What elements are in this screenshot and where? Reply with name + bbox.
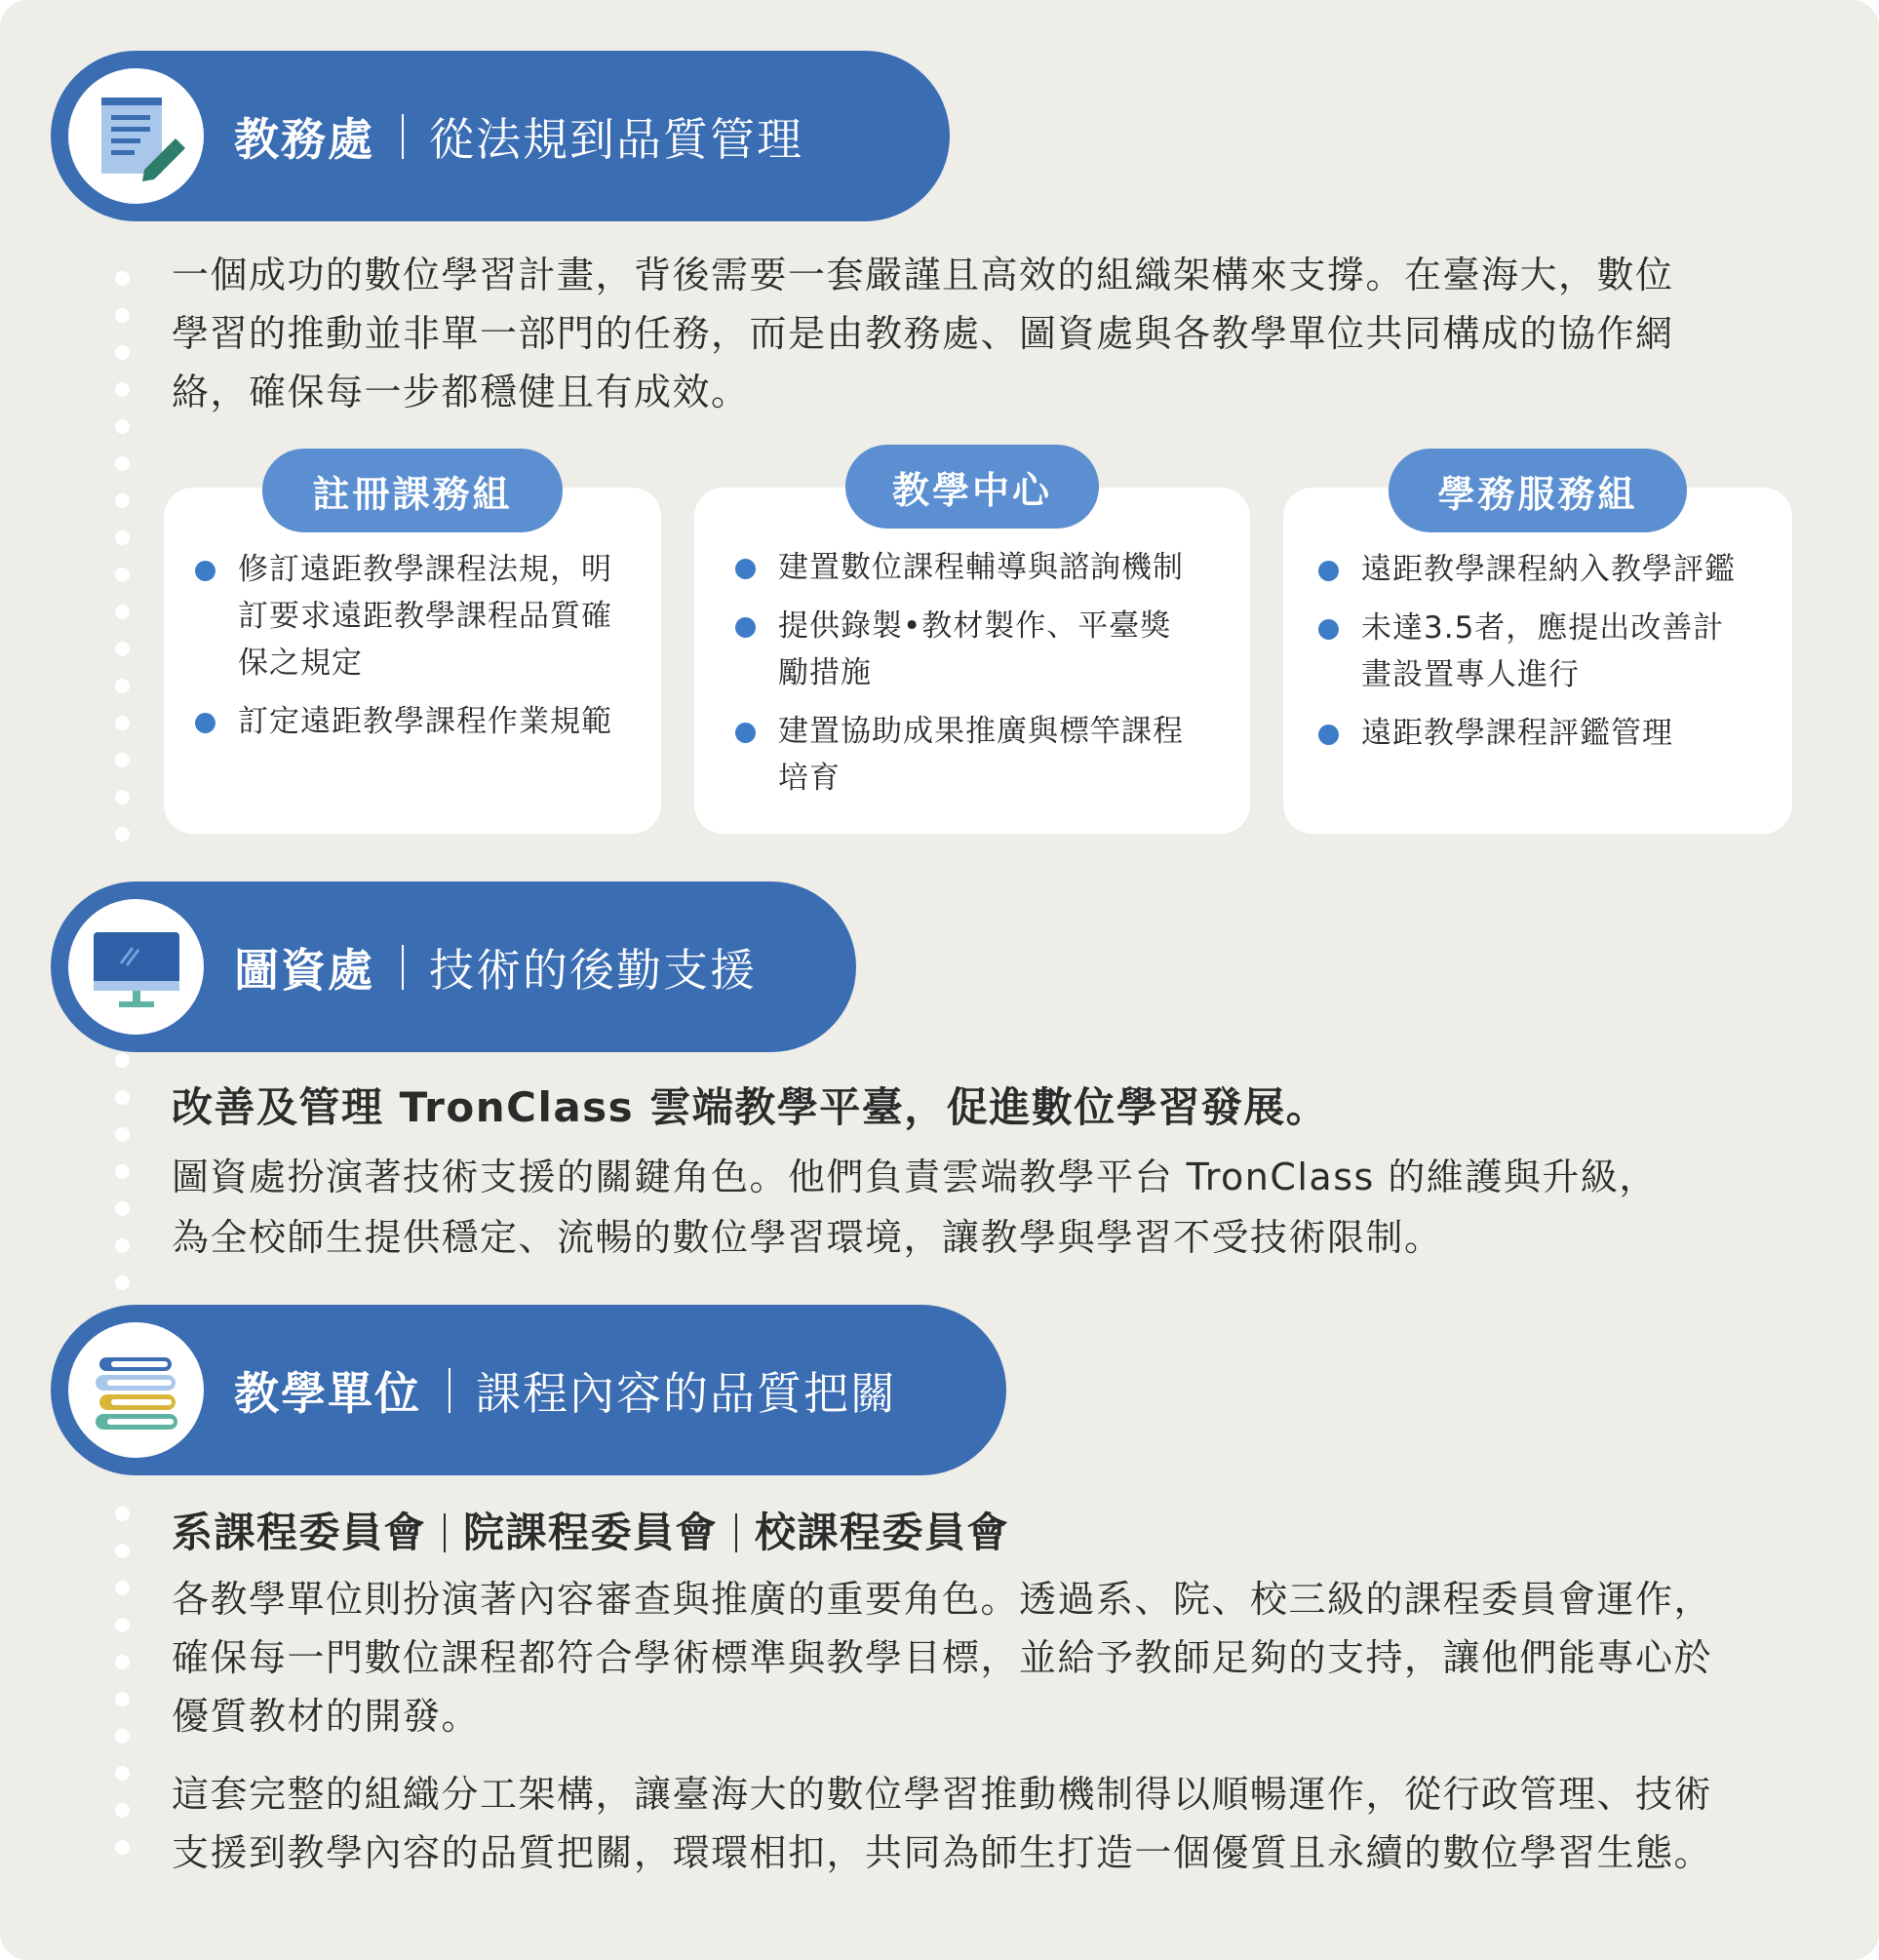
monitor-icon	[68, 899, 204, 1035]
timeline-dot	[115, 679, 130, 693]
teaching-units-paragraph	[172, 1502, 1712, 1882]
committee-list	[172, 1502, 1712, 1564]
timeline-dot	[115, 1766, 130, 1781]
timeline-dot	[115, 271, 130, 286]
card-list	[735, 544, 1233, 813]
divider	[449, 1368, 450, 1413]
icon-badge	[68, 1322, 204, 1458]
card-teaching-center	[694, 488, 1250, 834]
timeline-dot	[115, 382, 130, 397]
timeline-dot	[115, 1090, 130, 1105]
text-line: 支援到教學內容的品質把關，環環相扣，共同為師生打造一個優質且永續的數位學習生態。	[172, 1831, 1713, 1874]
timeline-dot	[115, 1729, 130, 1744]
timeline-dot	[115, 568, 130, 582]
timeline-dot	[115, 1275, 130, 1290]
timeline-dot	[115, 790, 130, 804]
text-line: 為全校師生提供穩定、流暢的數位學習環境，讓教學與學習不受技術限制。	[172, 1216, 1443, 1259]
section-header-academic-affairs	[51, 51, 950, 221]
timeline-dot	[115, 827, 130, 842]
timeline-dot	[115, 1692, 130, 1706]
text-line: 一個成功的數位學習計畫，背後需要一套嚴謹且高效的組織架構來支撐。在臺海大，數位	[172, 254, 1674, 296]
dept-subtitle: 技術的後勤支援	[429, 943, 757, 997]
timeline-dot	[115, 530, 130, 545]
section-heading	[234, 51, 803, 221]
timeline-dots	[115, 1507, 131, 1867]
timeline-dot	[115, 419, 130, 434]
timeline-dots	[115, 1053, 131, 1307]
bullet-icon	[1318, 619, 1339, 640]
timeline-dot	[115, 716, 130, 730]
timeline-dot	[115, 1127, 130, 1142]
committee-college: 院課程委員會	[463, 1509, 719, 1556]
list-item: 遠距教學課程納入教學評鑑	[1318, 546, 1777, 593]
timeline-dot	[115, 1803, 130, 1818]
timeline-dot	[115, 1053, 130, 1068]
card-registration	[164, 488, 661, 834]
card-list	[1318, 546, 1777, 768]
timeline-dot	[115, 345, 130, 360]
dept-subtitle: 從法規到品質管理	[429, 112, 803, 166]
list-item: 訂定遠距教學課程作業規範	[195, 698, 634, 745]
section-header-library-it	[51, 882, 856, 1052]
timeline-dot	[115, 1164, 130, 1179]
timeline-dot	[115, 493, 130, 508]
document-edit-icon	[68, 68, 204, 204]
section-heading	[234, 882, 757, 1052]
icon-badge	[68, 899, 204, 1035]
dept-subtitle: 課程內容的品質把關	[476, 1366, 897, 1420]
bullet-icon	[735, 559, 756, 579]
committee-university: 校課程委員會	[755, 1509, 1010, 1556]
card-tag-academic-service: 學務服務組	[1389, 449, 1687, 532]
text-line: 這套完整的組織分工架構，讓臺海大的數位學習推動機制得以順暢運作，從行政管理、技術	[172, 1773, 1713, 1816]
section-heading	[234, 1305, 897, 1475]
books-icon	[68, 1322, 204, 1458]
spacer	[172, 1745, 1712, 1765]
divider	[402, 945, 404, 990]
timeline-dot	[115, 1840, 130, 1855]
bullet-icon	[195, 713, 215, 733]
text-line: 絡，確保每一步都穩健且有成效。	[172, 371, 750, 413]
divider	[444, 1513, 446, 1552]
bullet-icon	[735, 617, 756, 638]
card-tag-teaching-center: 教學中心	[845, 445, 1099, 529]
timeline-dot	[115, 605, 130, 619]
list-item: 未達3.5者，應提出改善計 畫設置專人進行	[1318, 605, 1777, 698]
icon-badge	[68, 68, 204, 204]
timeline-dot	[115, 1655, 130, 1669]
library-paragraph	[172, 1077, 1658, 1268]
text-line: 確保每一門數位課程都符合學術標準與教學目標，並給予教師足夠的支持，讓他們能專心於	[172, 1636, 1713, 1679]
lead-statement: 改善及管理 TronClass 雲端教學平臺，促進數位學習發展。	[172, 1083, 1329, 1131]
list-item: 修訂遠距教學課程法規，明 訂要求遠距教學課程品質確 保之規定	[195, 546, 634, 686]
timeline-dot	[115, 1507, 130, 1521]
card-tag-registration: 註冊課務組	[262, 449, 563, 532]
card-list	[195, 546, 634, 757]
bullet-icon	[1318, 725, 1339, 745]
section-header-teaching-units	[51, 1305, 1006, 1475]
timeline-dot	[115, 1201, 130, 1216]
timeline-dot	[115, 1544, 130, 1558]
bullet-icon	[735, 723, 756, 743]
list-item: 提供錄製•教材製作、平臺獎 勵措施	[735, 603, 1233, 696]
list-item: 建置協助成果推廣與標竿課程 培育	[735, 708, 1233, 802]
timeline-dot	[115, 1238, 130, 1253]
timeline-dot	[115, 1581, 130, 1595]
divider	[735, 1513, 737, 1552]
committee-department: 系課程委員會	[172, 1509, 427, 1556]
divider	[402, 114, 404, 159]
timeline-dot	[115, 642, 130, 656]
timeline-dots	[115, 271, 131, 876]
text-line: 學習的推動並非單一部門的任務，而是由教務處、圖資處與各教學單位共同構成的協作網	[172, 312, 1674, 355]
timeline-dot	[115, 308, 130, 323]
list-item: 遠距教學課程評鑑管理	[1318, 710, 1777, 757]
dept-name: 圖資處	[234, 943, 374, 997]
text-line: 優質教材的開發。	[172, 1695, 481, 1738]
bullet-icon	[1318, 561, 1339, 581]
timeline-dot	[115, 753, 130, 767]
text-line: 圖資處扮演著技術支援的關鍵角色。他們負責雲端教學平台 TronClass 的維護與升級，	[172, 1156, 1658, 1198]
dept-name: 教務處	[234, 112, 374, 166]
timeline-dot	[115, 1618, 130, 1632]
text-line: 各教學單位則扮演著內容審查與推廣的重要角色。透過系、院、校三級的課程委員會運作，	[172, 1578, 1713, 1621]
list-item: 建置數位課程輔導與諮詢機制	[735, 544, 1233, 591]
intro-paragraph	[172, 246, 1674, 421]
timeline-dot	[115, 456, 130, 471]
dept-name: 教學單位	[234, 1366, 421, 1420]
bullet-icon	[195, 561, 215, 581]
card-academic-service	[1283, 488, 1792, 834]
